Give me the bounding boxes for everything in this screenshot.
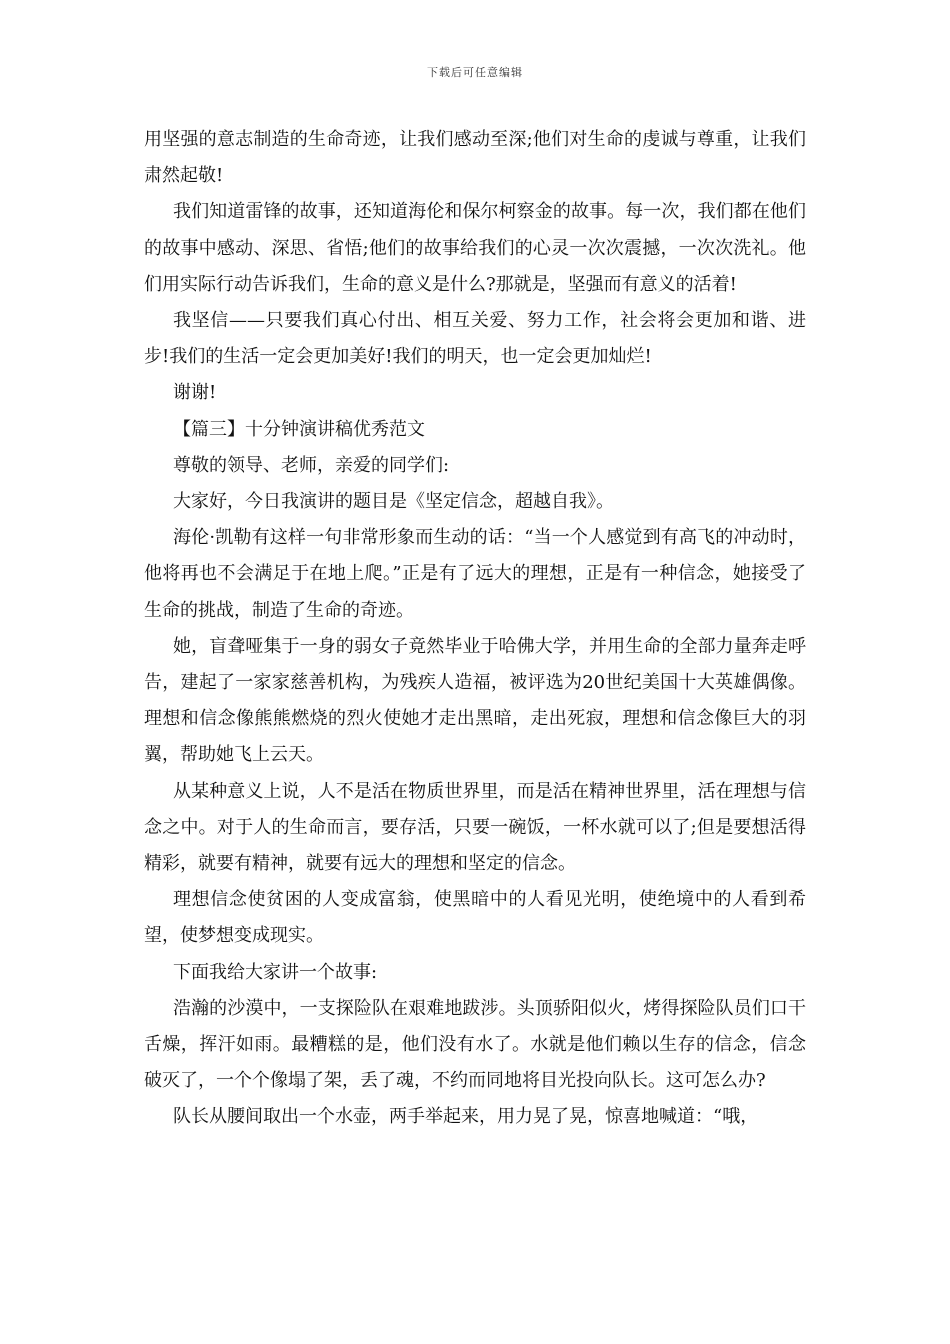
paragraph: 我坚信——只要我们真心付出、相互关爱、努力工作，社会将会更加和谐、进步!我们的生活一定会更加美好!我们的明天，也一定会更加灿烂! [144, 310, 806, 368]
paragraph: 从某种意义上说，人不是活在物质世界里，而是活在精神世界里，活在理想与信念之中。对于人的生命而言，要存活，只要一碗饭，一杯水就可以了;但是要想活得精彩，就要有精神，就要有远大的理想和坚定的信念。 [144, 780, 806, 875]
paragraph: 大家好，今日我演讲的题目是《坚定信念，超越自我》。 [173, 491, 614, 513]
paragraph: 谢谢! [173, 382, 217, 404]
page-header: 下载后可任意编辑 [427, 66, 523, 79]
paragraph: 我们知道雷锋的故事，还知道海伦和保尔柯察金的故事。每一次，我们都在他们的故事中感动、深思、省悟;他们的故事给我们的心灵一次次震撼，一次次洗礼。他们用实际行动告诉我们，生命的意义是什么?那就是，坚强而有意义的活着! [144, 201, 806, 295]
paragraph: 她，盲聋哑集于一身的弱女子竟然毕业于哈佛大学，并用生命的全部力量奔走呼告，建起了一家家慈善机构，为残疾人造福，被评选为20世纪美国十大英雄偶像。理想和信念像熊熊燃烧的烈火使她才走出黑暗，走出死寂，理想和信念像巨大的羽翼，帮助她飞上云天。 [144, 635, 806, 766]
paragraph: 用坚强的意志制造的生命奇迹，让我们感动至深;他们对生命的虔诚与尊重，让我们肃然起敬! [144, 129, 806, 187]
paragraph: 理想信念使贫困的人变成富翁，使黑暗中的人看见光明，使绝境中的人看到希望，使梦想变成现实。 [144, 889, 806, 947]
paragraph: 浩瀚的沙漠中，一支探险队在艰难地跋涉。头顶骄阳似火，烤得探险队员们口干舌燥，挥汗如雨。最糟糕的是，他们没有水了。水就是他们赖以生存的信念，信念破灭了，一个个像塌了架，丢了魂，不约而同地将目光投向队长。这可怎么办? [144, 997, 806, 1092]
salutation: 尊敬的领导、老师，亲爱的同学们: [173, 454, 450, 476]
paragraph: 下面我给大家讲一个故事: [173, 961, 378, 983]
paragraph: 海伦·凯勒有这样一句非常形象而生动的话：“当一个人感觉到有高飞的冲动时，他将再也不会满足于在地上爬。”正是有了远大的理想，正是有一种信念，她接受了生命的挑战，制造了生命的奇迹。 [144, 527, 806, 621]
paragraph: 队长从腰间取出一个水壶，两手举起来，用力晃了晃，惊喜地喊道：“哦， [173, 1106, 759, 1128]
document-body [144, 122, 806, 1136]
section-heading: 【篇三】十分钟演讲稿优秀范文 [173, 418, 425, 440]
